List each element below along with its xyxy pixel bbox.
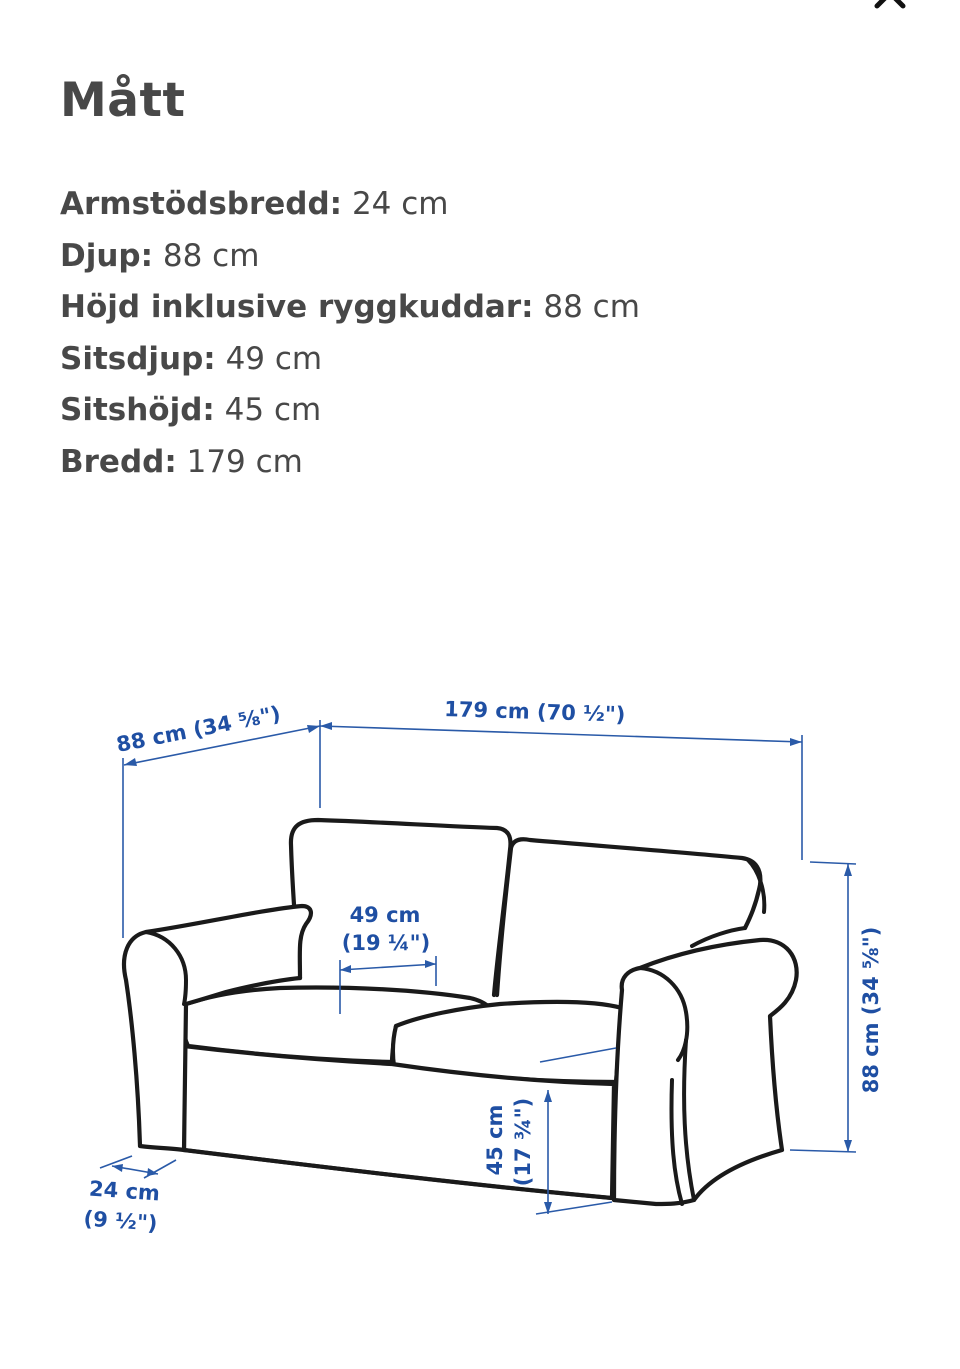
spec-value: 88 cm xyxy=(543,289,640,326)
spec-label: Bredd: xyxy=(60,443,177,480)
armrest-label-in: (9 ½") xyxy=(82,1206,159,1236)
dimension-list xyxy=(60,179,640,489)
spec-label: Sitshöjd: xyxy=(60,392,215,429)
spec-label: Djup: xyxy=(60,237,154,274)
seat-height-label-cm: 45 cm xyxy=(483,1104,507,1176)
spec-label: Sitsdjup: xyxy=(60,340,216,377)
seat-depth-label-cm: 49 cm xyxy=(349,903,421,927)
spec-seat-height xyxy=(60,385,640,437)
sofa-dimension-diagram xyxy=(0,640,960,1280)
arrowhead xyxy=(307,725,320,733)
depth-label: 88 cm (34 ⅝") xyxy=(114,701,283,757)
spec-value: 49 cm xyxy=(225,340,323,377)
arrowhead xyxy=(147,1168,158,1176)
arrowhead xyxy=(844,1140,852,1152)
arrowhead xyxy=(112,1164,123,1172)
spec-armrest-width xyxy=(60,179,640,231)
close-icon xyxy=(868,0,912,16)
spec-height xyxy=(60,282,640,334)
spec-value: 45 cm xyxy=(224,392,322,429)
armrest-label-cm: 24 cm xyxy=(88,1176,161,1206)
spec-label: Armstödsbredd: xyxy=(60,186,343,222)
spec-label: Höjd inklusive ryggkuddar: xyxy=(60,289,534,326)
spec-value: 24 cm xyxy=(351,186,449,222)
seat-depth-label-in: (19 ¼") xyxy=(341,931,431,955)
arrowhead xyxy=(124,758,137,766)
height-label: 88 cm (34 ⅝") xyxy=(859,926,883,1094)
seat-height-label-in: (17 ¾") xyxy=(511,1097,535,1187)
close-button[interactable] xyxy=(868,0,912,16)
height-extension-top xyxy=(810,862,856,864)
arrowhead xyxy=(790,738,802,746)
spec-depth xyxy=(60,231,640,283)
sofa-illustration xyxy=(124,820,797,1204)
arrowhead xyxy=(844,864,852,876)
width-dimension-line xyxy=(320,726,802,742)
arrowhead xyxy=(320,722,332,730)
spec-value: 179 cm xyxy=(186,443,303,480)
width-label: 179 cm (70 ½") xyxy=(443,697,626,727)
page-title: Mått xyxy=(60,73,186,128)
spec-seat-depth xyxy=(60,334,640,386)
height-extension-bottom xyxy=(790,1150,856,1152)
spec-value: 88 cm xyxy=(162,237,260,274)
right-armrest xyxy=(614,940,797,1204)
spec-width xyxy=(60,437,640,489)
